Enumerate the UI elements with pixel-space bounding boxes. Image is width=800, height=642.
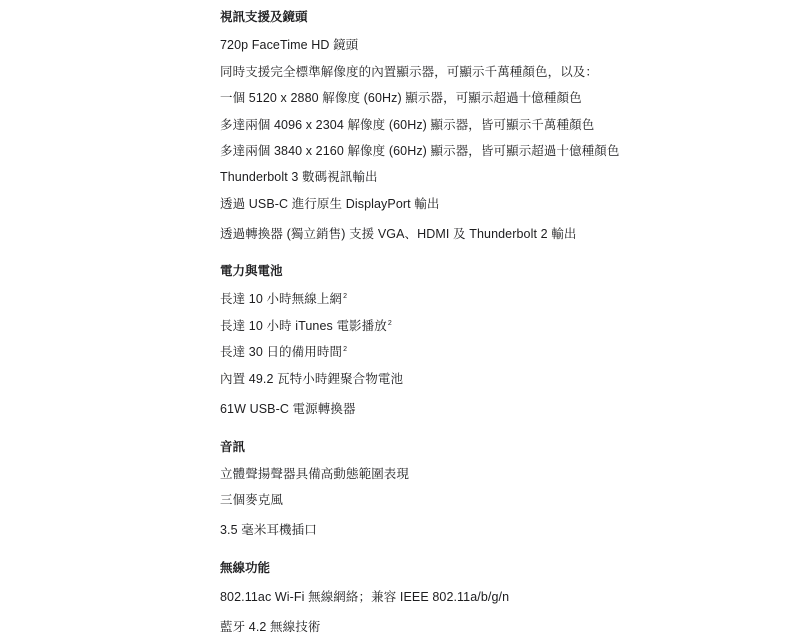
spec-item: 720p FaceTime HD 鏡頭 <box>220 38 359 52</box>
spec-item: 3.5 毫米耳機插口 <box>220 523 317 537</box>
spec-item <box>220 318 392 334</box>
spec-item: 同時支援完全標準解像度的內置顯示器，可顯示千萬種顏色，以及： <box>220 65 599 79</box>
spec-item: Thunderbolt 3 數碼視訊輸出 <box>220 170 378 184</box>
section-heading-video: 視訊支援及鏡頭 <box>220 10 308 24</box>
footnote-marker[interactable]: 2 <box>387 319 392 327</box>
section-heading-audio: 音訊 <box>220 440 246 454</box>
spec-item: 內置 49.2 瓦特小時鋰聚合物電池 <box>220 372 404 386</box>
spec-item-text: 長達 10 小時無線上網 <box>220 292 343 306</box>
footnote-marker[interactable]: 2 <box>343 292 348 300</box>
spec-item: 立體聲揚聲器具備高動態範圍表現 <box>220 467 410 481</box>
spec-item: 一個 5120 x 2880 解像度 (60Hz) 顯示器，可顯示超過十億種顏色 <box>220 91 582 105</box>
spec-item: 透過 USB-C 進行原生 DisplayPort 輸出 <box>220 197 440 211</box>
section-heading-wireless: 無線功能 <box>220 561 271 575</box>
spec-item: 多達兩個 4096 x 2304 解像度 (60Hz) 顯示器，皆可顯示千萬種顏色 <box>220 118 595 132</box>
spec-item: 藍牙 4.2 無線技術 <box>220 620 321 634</box>
spec-item-text: 長達 30 日的備用時間 <box>220 345 343 359</box>
section-heading-power: 電力與電池 <box>220 264 283 278</box>
spec-item: 802.11ac Wi-Fi 無線網絡；兼容 IEEE 802.11a/b/g/n <box>220 590 510 604</box>
spec-item: 多達兩個 3840 x 2160 解像度 (60Hz) 顯示器，皆可顯示超過十億種顏色 <box>220 144 620 158</box>
spec-item: 61W USB-C 電源轉換器 <box>220 402 356 416</box>
spec-item <box>220 291 347 307</box>
spec-item-text: 長達 10 小時 iTunes 電影播放 <box>220 319 387 333</box>
spec-item: 三個麥克風 <box>220 493 284 507</box>
footnote-marker[interactable]: 2 <box>343 345 348 353</box>
spec-item <box>220 344 347 360</box>
spec-item: 透過轉換器 (獨立銷售) 支援 VGA、HDMI 及 Thunderbolt 2 輸出 <box>220 227 577 241</box>
